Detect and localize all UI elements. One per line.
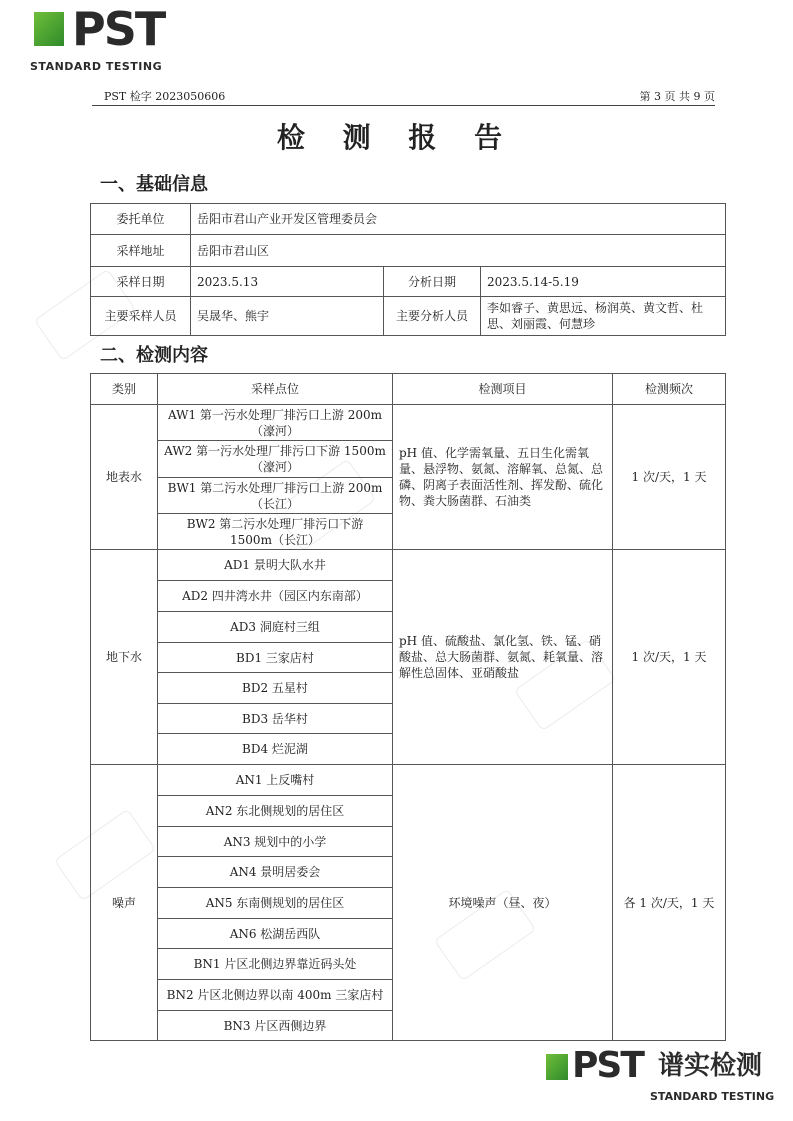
- label-analysis-date: 分析日期: [384, 267, 481, 297]
- test-content-table: [90, 373, 726, 1041]
- sampling-point: BD3 岳华村: [158, 704, 393, 734]
- page-header: [92, 90, 715, 106]
- sampling-point: BN2 片区北侧边界以南 400m 三家店村: [158, 980, 393, 1011]
- label-address: 采样地址: [91, 235, 191, 267]
- category-cell: 噪声: [91, 765, 158, 1041]
- sampling-point: AN3 规划中的小学: [158, 827, 393, 857]
- category-cell: 地表水: [91, 405, 158, 550]
- sampling-point: AW2 第一污水处理厂排污口下游 1500m（濠河）: [158, 441, 393, 478]
- value-sampling-date: 2023.5.13: [191, 267, 384, 297]
- footer-logo-tagline: STANDARD TESTING: [650, 1090, 775, 1103]
- label-sampling-date: 采样日期: [91, 267, 191, 297]
- sampling-point: BW1 第二污水处理厂排污口上游 200m（长江）: [158, 478, 393, 514]
- page-title: 检 测 报 告: [276, 121, 517, 154]
- footer-logo-brand: PST: [572, 1045, 643, 1086]
- cube-icon: [546, 1054, 568, 1080]
- section-heading-content: 二、检测内容: [100, 345, 208, 366]
- sampling-point: BW2 第二污水处理厂排污口下游 1500m（长江）: [158, 514, 393, 550]
- footer-logo-cn-name: 谱实检测: [658, 1051, 763, 1081]
- column-header: 采样点位: [158, 374, 393, 405]
- section-heading-basic-info: 一、基础信息: [100, 174, 208, 195]
- label-analysts: 主要分析人员: [384, 297, 481, 336]
- sampling-point: BD2 五星村: [158, 673, 393, 704]
- basic-info-table: [90, 203, 726, 336]
- test-items: 环境噪声（昼、夜）: [393, 765, 613, 1041]
- sampling-point: AW1 第一污水处理厂排污口上游 200m（濠河）: [158, 405, 393, 441]
- sampling-point: BN1 片区北侧边界靠近码头处: [158, 949, 393, 980]
- sampling-point: AD2 四井湾水井（园区内东南部）: [158, 581, 393, 612]
- logo-tagline: STANDARD TESTING: [30, 60, 163, 73]
- test-items: pH 值、化学需氧量、五日生化需氧量、悬浮物、氨氮、溶解氧、总氮、总磷、阴离子表面活性剂、挥发酚、硫化物、粪大肠菌群、石油类: [393, 405, 613, 550]
- value-address: 岳阳市君山区: [191, 235, 726, 267]
- sampling-point: AN4 景明居委会: [158, 857, 393, 888]
- cube-icon: [34, 12, 64, 46]
- value-analysis-date: 2023.5.14-5.19: [481, 267, 726, 297]
- sampling-point: AD1 景明大队水井: [158, 550, 393, 581]
- value-client: 岳阳市君山产业开发区管理委员会: [191, 204, 726, 235]
- frequency: 1 次/天，1 天: [613, 405, 726, 550]
- value-samplers: 吴晟华、熊宇: [191, 297, 384, 336]
- label-client: 委托单位: [91, 204, 191, 235]
- sampling-point: AN2 东北侧规划的居住区: [158, 796, 393, 827]
- logo-brand: PST: [72, 2, 165, 56]
- label-samplers: 主要采样人员: [91, 297, 191, 336]
- document-number: PST 检字 2023050606: [104, 90, 226, 103]
- footer-logo: [540, 1046, 785, 1108]
- company-logo: [28, 4, 188, 76]
- sampling-point: BN3 片区西侧边界: [158, 1011, 393, 1041]
- sampling-point: AD3 洞庭村三组: [158, 612, 393, 643]
- frequency: 各 1 次/天，1 天: [613, 765, 726, 1041]
- test-items: pH 值、硫酸盐、氯化氢、铁、锰、硝酸盐、总大肠菌群、氨氮、耗氧量、溶解性总固体、亚硝酸盐: [393, 550, 613, 765]
- category-cell: 地下水: [91, 550, 158, 765]
- column-header: 检测项目: [393, 374, 613, 405]
- sampling-point: AN6 松湖岳西队: [158, 919, 393, 949]
- sampling-point: AN5 东南侧规划的居住区: [158, 888, 393, 919]
- page-number: 第 3 页 共 9 页: [639, 90, 715, 103]
- sampling-point: BD1 三家店村: [158, 643, 393, 673]
- column-header: 检测频次: [613, 374, 726, 405]
- sampling-point: BD4 烂泥湖: [158, 734, 393, 765]
- value-analysts: 李如睿子、黄思远、杨润英、黄文哲、杜思、刘丽霞、何慧珍: [481, 297, 726, 336]
- frequency: 1 次/天，1 天: [613, 550, 726, 765]
- sampling-point: AN1 上反嘴村: [158, 765, 393, 796]
- column-header: 类别: [91, 374, 158, 405]
